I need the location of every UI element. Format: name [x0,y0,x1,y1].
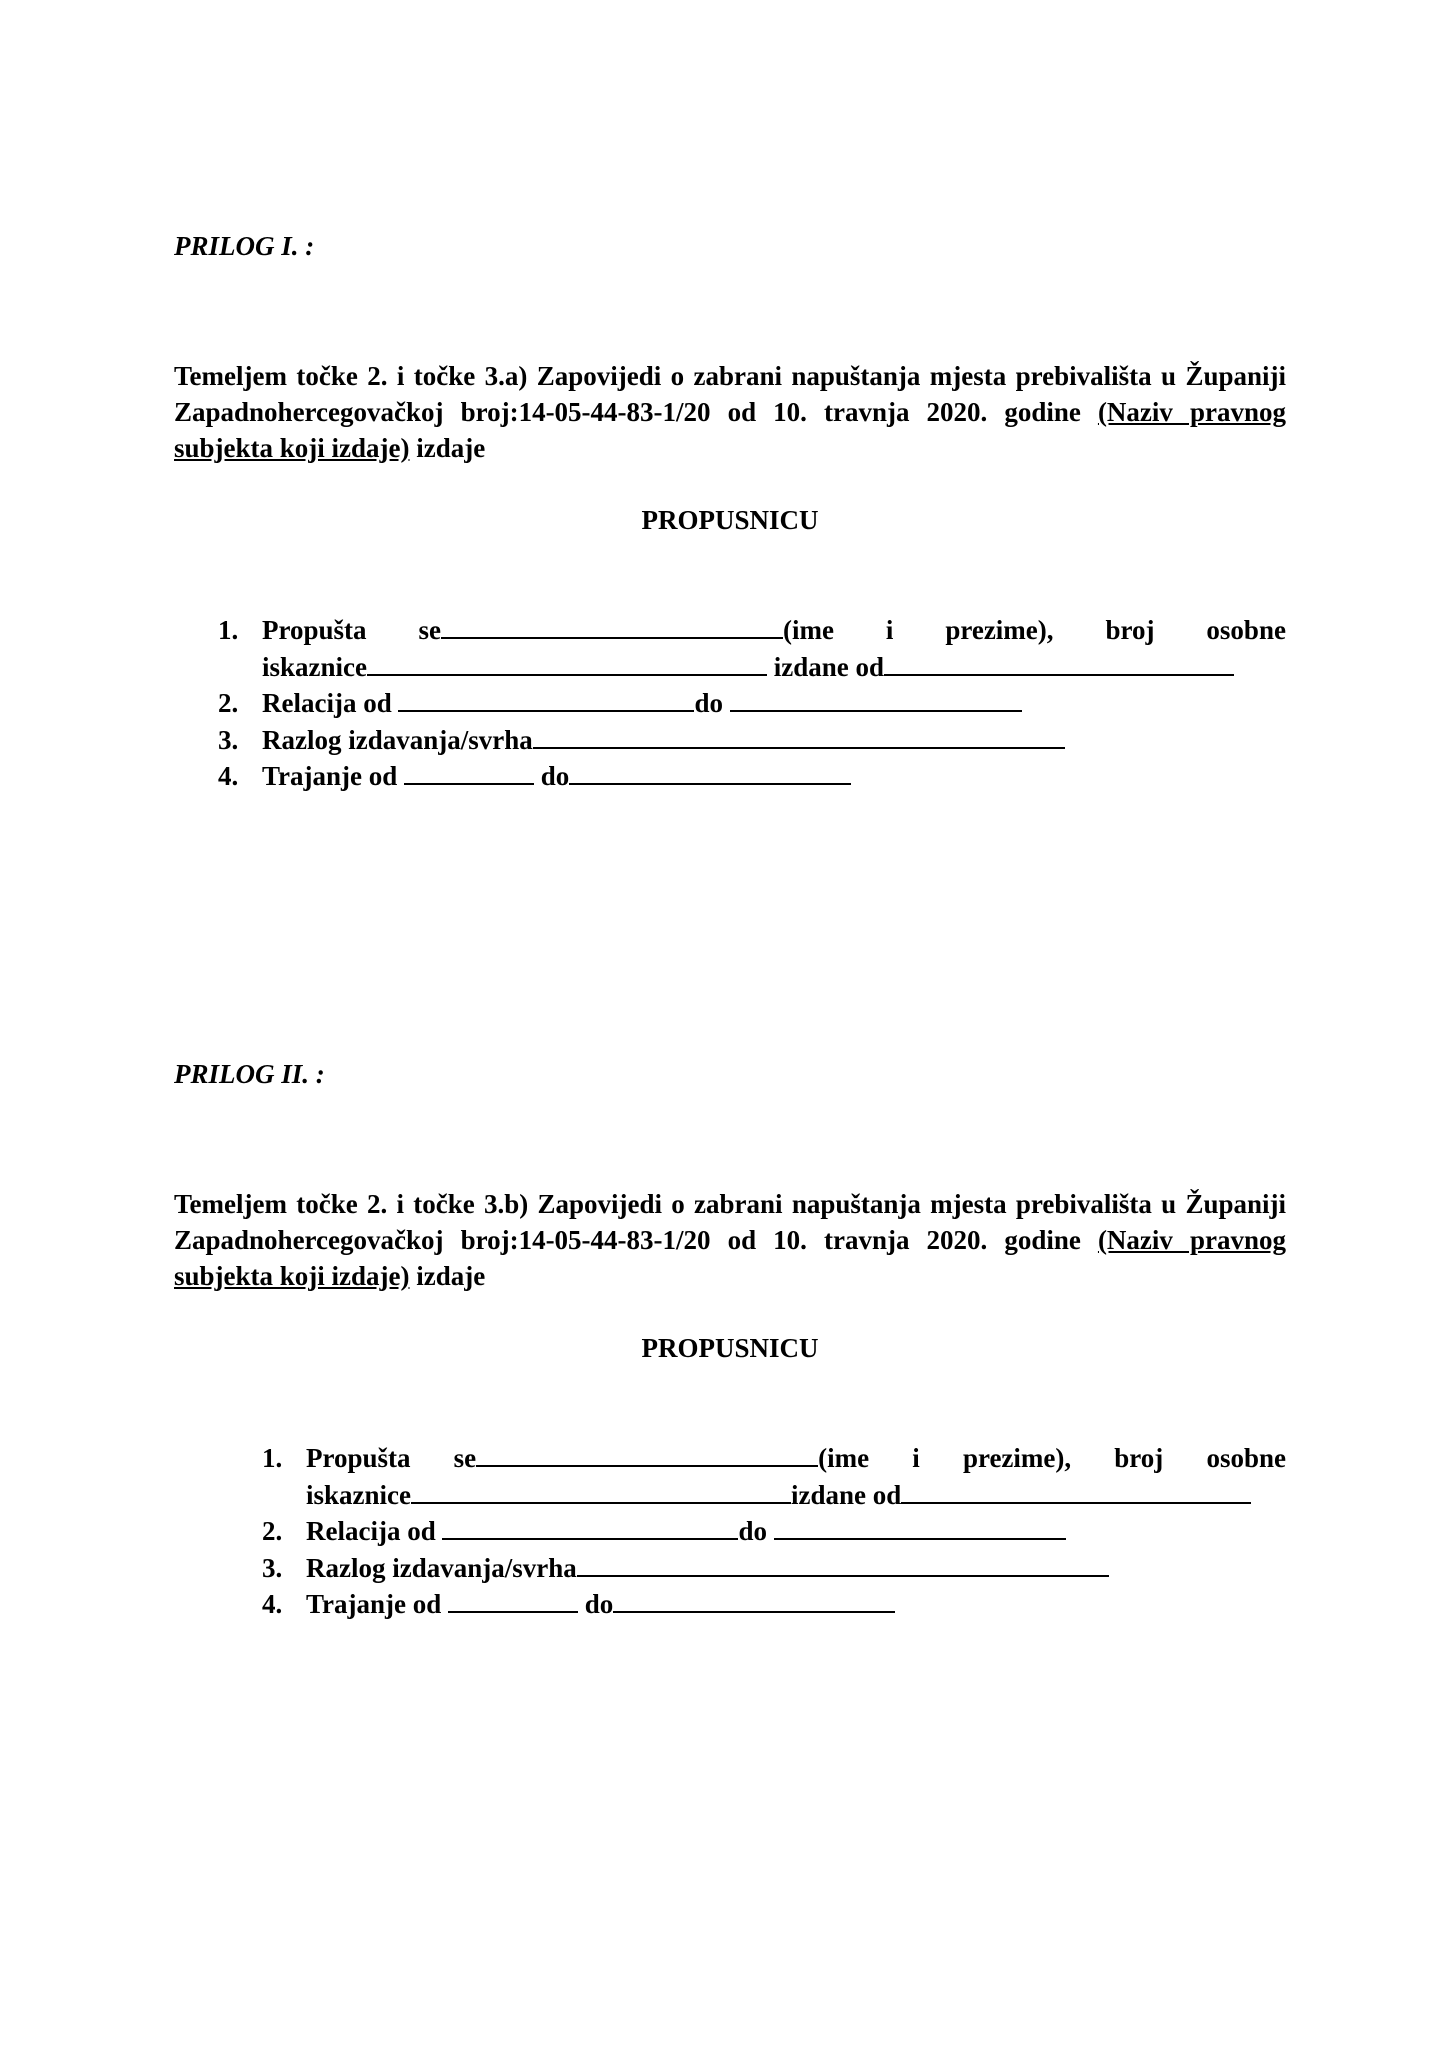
item-text: Propušta [262,615,367,645]
paragraph-text-end: izdaje [409,433,486,463]
item-text: Relacija od [262,688,399,718]
item-text: prezime), [962,1443,1072,1473]
item-text: broj [1105,615,1155,645]
relation-to-fill-line[interactable] [730,709,1022,712]
list-number: 2. [262,1516,283,1546]
reason-fill-line[interactable] [533,746,1065,749]
list-number: 1. [218,615,239,645]
prilog-2-section [174,1056,1286,1619]
item-text: Razlog izdavanja/svrha [306,1552,577,1583]
prilog-1-section [174,228,1286,791]
prilog-1-heading: PROPUSNICU [641,505,819,535]
prilog-1-paragraph [174,358,1286,466]
duration-from-fill-line[interactable] [404,782,534,785]
reason-fill-line[interactable] [577,1574,1109,1577]
item-text: i [912,1443,920,1473]
duration-from-fill-line[interactable] [448,1610,578,1613]
item-text: Razlog izdavanja/svrha [262,724,533,755]
duration-to-fill-line[interactable] [613,1610,895,1613]
name-fill-line[interactable] [441,636,783,639]
list-number: 3. [218,724,239,755]
list-number: 4. [218,761,239,791]
item-text: Trajanje od [306,1589,448,1619]
item-text: izdane od [791,1479,902,1510]
duration-to-fill-line[interactable] [569,782,851,785]
relation-from-fill-line[interactable] [398,709,694,712]
item-text: broj [1114,1443,1164,1473]
item-text: (ime [818,1443,870,1473]
list-item-4 [218,758,1286,795]
item-text: se [453,1443,477,1473]
list-item-1 [262,1440,1286,1513]
name-fill-line[interactable] [476,1464,818,1467]
prilog-2-list [262,1440,1286,1623]
id-number-fill-line[interactable] [411,1501,791,1504]
prilog-2-paragraph [174,1186,1286,1294]
id-number-fill-line[interactable] [367,673,767,676]
item-text: osobne [1206,615,1286,645]
item-text: prezime), [945,615,1054,645]
item-text: iskaznice [306,1479,411,1510]
item-text: do [534,761,570,791]
item-text: Propušta [306,1443,411,1473]
item-text: izdane od [773,651,885,682]
paragraph-text-end: izdaje [409,1261,486,1291]
item-text: do [694,688,730,718]
relation-from-fill-line[interactable] [442,1537,738,1540]
item-text: i [885,615,894,645]
item-text: osobne [1206,1443,1286,1473]
list-item-3 [218,722,1286,759]
prilog-1-title: PRILOG I. : [174,231,315,261]
item-text: do [738,1516,774,1546]
item-text: (ime [782,615,834,645]
prilog-1-list [218,612,1286,795]
item-text: se [418,615,441,645]
list-item-1 [218,612,1286,685]
item-text: Trajanje od [262,761,404,791]
list-number: 4. [262,1589,283,1619]
item-text: Relacija od [306,1516,443,1546]
paragraph-text: Temeljem točke 2. i točke 3.b) Zapovijedi o zabrani napuštanja mjesta prebivališta u Županiji Zapadnohercegovačkoj broj:14-05-44-83-1/20 od 10. travnja 2020. godine [174,1189,1286,1255]
item-text: iskaznice [262,651,367,682]
item-text: do [578,1589,614,1619]
prilog-2-heading: PROPUSNICU [641,1333,819,1363]
relation-to-fill-line[interactable] [774,1537,1066,1540]
paragraph-text: Temeljem točke 2. i točke 3.a) Zapovijedi o zabrani napuštanja mjesta prebivališta u Županiji Zapadnohercegovačkoj broj:14-05-44-83-1/20 od 10. travnja 2020. godine [174,361,1286,427]
list-number: 1. [262,1443,283,1473]
prilog-2-title: PRILOG II. : [174,1059,325,1089]
list-item-3 [262,1550,1286,1587]
list-item-2 [218,685,1286,722]
paragraph-underlined-text: (Naziv pravnog subjekta koji izdaje) [174,1225,1286,1291]
list-number: 2. [218,688,239,718]
issued-by-fill-line[interactable] [884,673,1234,676]
list-item-2 [262,1513,1286,1550]
list-number: 3. [262,1552,283,1583]
paragraph-underlined-text: (Naziv pravnog subjekta koji izdaje) [174,397,1286,463]
list-item-4 [262,1586,1286,1623]
issued-by-fill-line[interactable] [901,1501,1251,1504]
